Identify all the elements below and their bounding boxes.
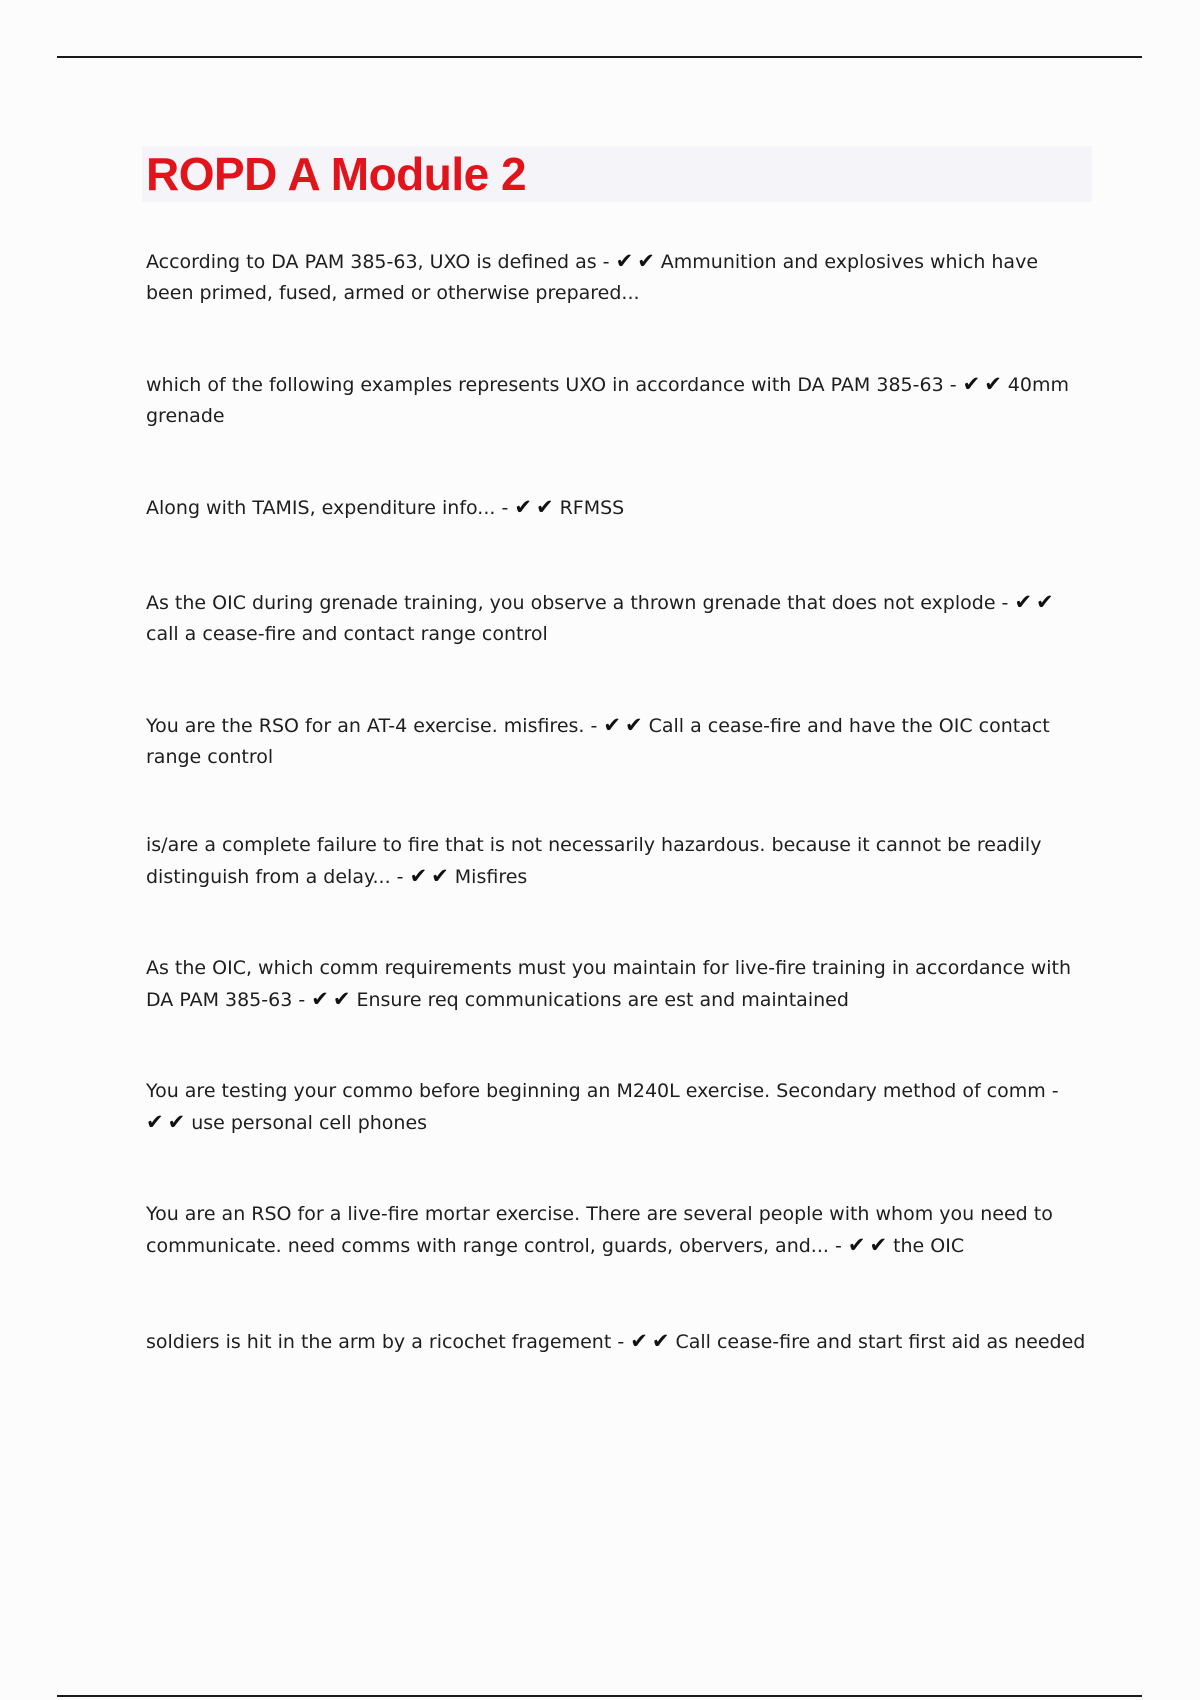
qa-item [146, 1199, 1086, 1262]
question-text: is/are a complete failure to fire that is not necessarily hazardous. because it cannot be readily distinguish from a delay... - [146, 834, 1042, 888]
bottom-rule [57, 1695, 1142, 1697]
document-title: ROPD A Module 2 [146, 148, 527, 200]
answer-text: Call a cease-fire and have the OIC contact range control [146, 715, 1050, 768]
question-text: You are the RSO for an AT-4 exercise. misfires. - [146, 715, 604, 737]
answer-text: Ammunition and explosives which have been primed, fused, armed or otherwise prepared... [146, 251, 1039, 304]
answer-text: Ensure req communications are est and maintained [356, 989, 849, 1011]
check-mark-icon: ✔✔ [615, 249, 659, 273]
qa-item [146, 830, 1086, 893]
question-text: Along with TAMIS, expenditure info... - [146, 497, 515, 519]
answer-text: the OIC [893, 1235, 965, 1257]
check-mark-icon: ✔✔ [630, 1329, 674, 1353]
question-text: You are testing your commo before beginning an M240L exercise. Secondary method of comm - [146, 1080, 1059, 1102]
question-text: You are an RSO for a live-fire mortar exercise. There are several people with whom you need to communicate. need comms with range control, guards, obervers, and... - [146, 1203, 1053, 1257]
check-mark-icon: ✔✔ [311, 987, 355, 1011]
answer-text: 40mm grenade [146, 374, 1069, 427]
check-mark-icon: ✔✔ [847, 1233, 892, 1257]
answer-text: RFMSS [559, 497, 625, 519]
check-mark-icon: ✔✔ [514, 495, 558, 519]
question-text: soldiers is hit in the arm by a ricochet fragement - [146, 1331, 631, 1353]
qa-item [146, 1326, 1086, 1358]
check-mark-icon: ✔✔ [1014, 590, 1058, 614]
answer-text: Call cease-fire and start first aid as needed [675, 1331, 1086, 1353]
check-mark-icon: ✔✔ [409, 864, 453, 888]
check-mark-icon: ✔✔ [603, 713, 647, 737]
answer-text: call a cease-fire and contact range control [146, 623, 548, 645]
question-text: which of the following examples represents UXO in accordance with DA PAM 385-63 - [146, 374, 963, 396]
check-mark-icon: ✔✔ [146, 1110, 190, 1134]
answer-text: Misfires [454, 866, 528, 888]
top-rule [57, 56, 1142, 58]
qa-item [146, 246, 1086, 309]
qa-item [146, 953, 1086, 1016]
qa-item [146, 587, 1086, 650]
qa-item [146, 369, 1086, 432]
question-text: As the OIC during grenade training, you observe a thrown grenade that does not explode - [146, 592, 1015, 614]
answer-text: use personal cell phones [191, 1112, 428, 1134]
qa-item [146, 710, 1086, 773]
qa-item [146, 492, 1086, 524]
question-text: As the OIC, which comm requirements must you maintain for live-fire training in accordance with DA PAM 385-63 - [146, 957, 1072, 1011]
check-mark-icon: ✔✔ [962, 372, 1006, 396]
qa-item [146, 1076, 1086, 1139]
question-text: According to DA PAM 385-63, UXO is defined as - [146, 251, 616, 273]
